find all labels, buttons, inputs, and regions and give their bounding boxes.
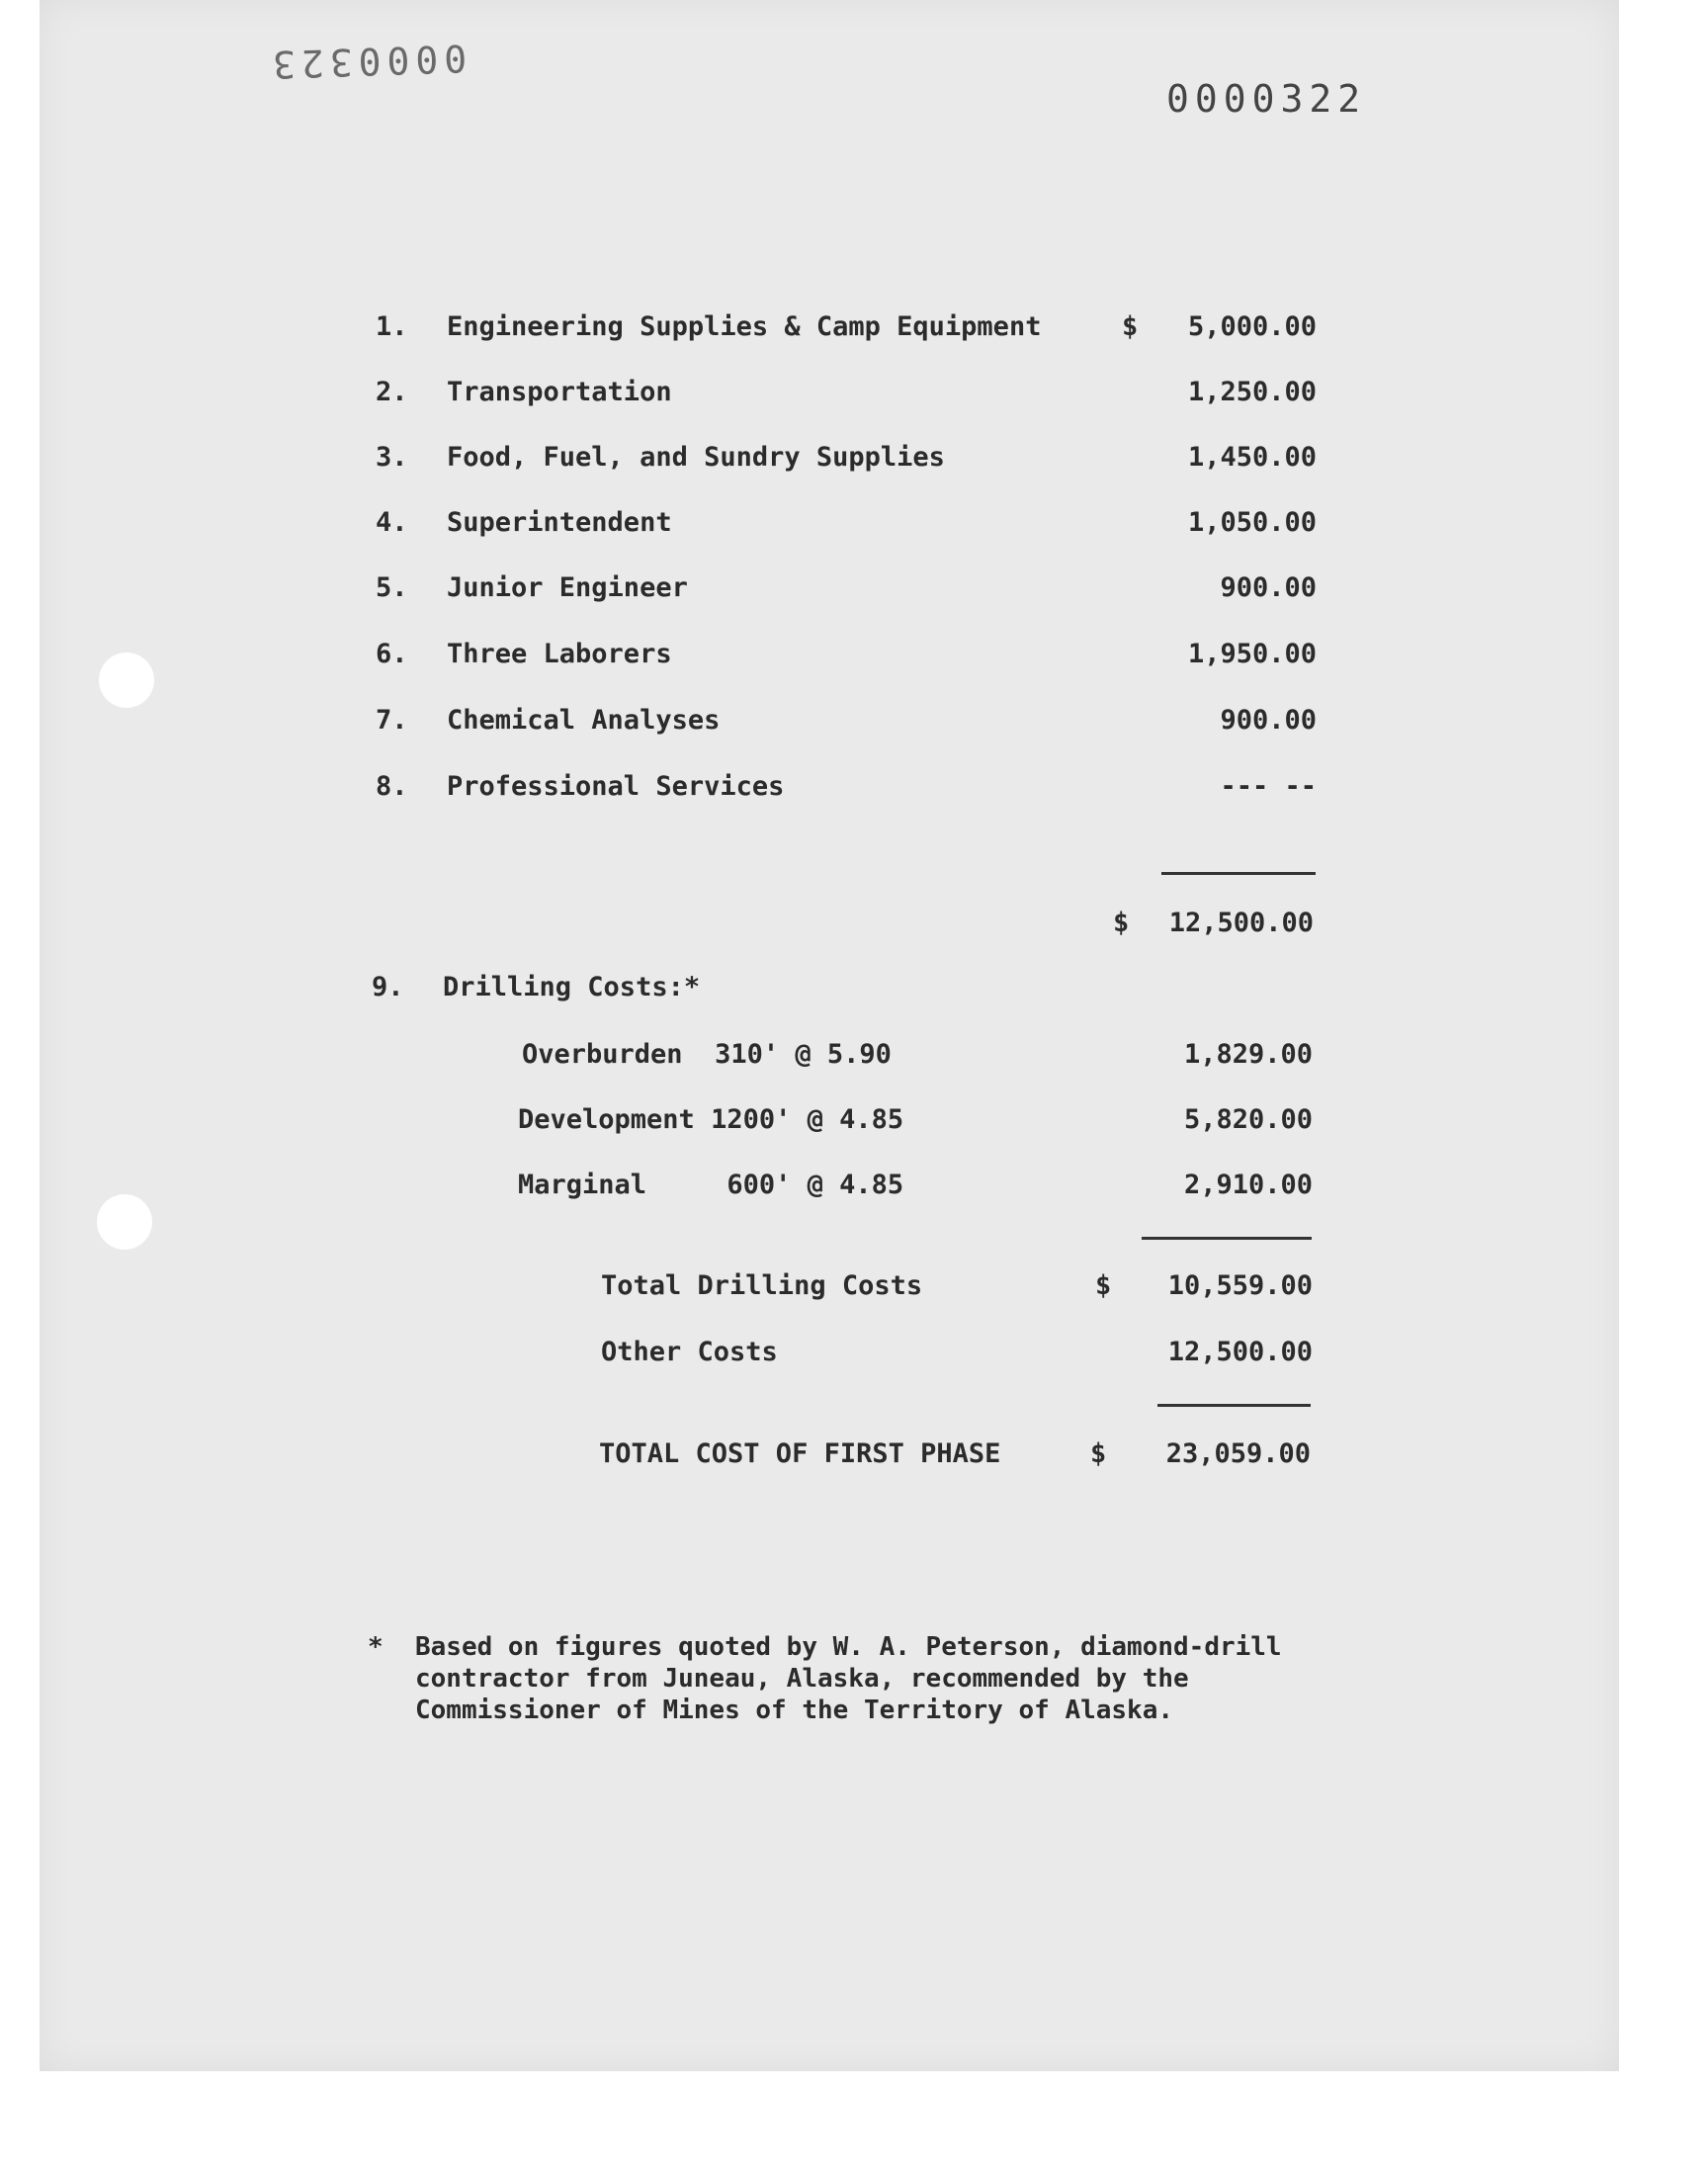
item-amount: 5,000.00 (1187, 311, 1317, 342)
total-label: Total Drilling Costs (601, 1270, 923, 1301)
total-amount: 10,559.00 (1167, 1270, 1313, 1301)
dollar-sign: $ (1122, 311, 1139, 342)
grand-total-label: TOTAL COST OF FIRST PHASE (599, 1438, 1001, 1469)
item-label: Transportation (447, 377, 672, 407)
item-label: Three Laborers (447, 639, 672, 669)
mirrored-bates-stamp: 0000323 (266, 36, 468, 87)
drilling-row-amount: 1,829.00 (1183, 1039, 1313, 1070)
drilling-heading (372, 972, 965, 1007)
dollar-sign: $ (1090, 1438, 1107, 1469)
item-amount: 1,050.00 (1187, 507, 1317, 538)
drilling-row-amount: 5,820.00 (1183, 1104, 1313, 1135)
item-number: 2. (376, 377, 408, 407)
line-item-3 (376, 442, 1324, 478)
item-number: 4. (376, 507, 408, 538)
drilling-label: Drilling Costs:* (443, 972, 701, 1002)
grand-total-rule (1157, 1404, 1311, 1407)
drilling-row-amount: 2,910.00 (1183, 1170, 1313, 1200)
total-amount: 12,500.00 (1167, 1337, 1313, 1367)
footnote-text: Based on figures quoted by W. A. Peterson, diamond-drill contractor from Juneau, Alaska, recommended by the Commissioner of Mines of the Territory of Alaska. (415, 1632, 1282, 1725)
footnote-mark: * (368, 1632, 384, 1662)
item-number: 1. (376, 311, 408, 342)
item-number: 6. (376, 639, 408, 669)
grand-total-amount: 23,059.00 (1165, 1438, 1311, 1469)
line-item-4 (376, 507, 1324, 543)
item-number: 9. (372, 972, 404, 1002)
grand-total-row (599, 1438, 1311, 1474)
drilling-row-overburden (522, 1039, 1321, 1075)
item-label: Chemical Analyses (447, 705, 721, 736)
item-label: Junior Engineer (447, 572, 688, 603)
line-item-7 (376, 705, 1324, 740)
subtotal-row (1107, 908, 1324, 943)
item-number: 5. (376, 572, 408, 603)
item-number: 7. (376, 705, 408, 736)
subtotal-amount: 12,500.00 (1168, 908, 1314, 938)
line-item-6 (376, 639, 1324, 674)
item-amount: 1,450.00 (1187, 442, 1317, 473)
other-costs-row (601, 1337, 1313, 1372)
punch-hole-top (99, 652, 154, 708)
item-label: Professional Services (447, 771, 785, 802)
item-label: Superintendent (447, 507, 672, 538)
dollar-sign: $ (1113, 908, 1130, 938)
total-label: Other Costs (601, 1337, 778, 1367)
subtotal-rule (1161, 872, 1316, 875)
drilling-row-label: Development 1200' @ 4.85 (518, 1104, 904, 1135)
drilling-row-label: Marginal 600' @ 4.85 (518, 1170, 904, 1200)
item-amount: 1,250.00 (1187, 377, 1317, 407)
line-item-5 (376, 572, 1324, 608)
item-label: Food, Fuel, and Sundry Supplies (447, 442, 945, 473)
item-amount: 900.00 (1220, 572, 1317, 603)
drilling-row-development (518, 1104, 1321, 1140)
bates-page-number: 0000322 (1166, 77, 1367, 121)
drilling-row-marginal (518, 1170, 1321, 1205)
punch-hole-bottom (97, 1194, 152, 1250)
item-label: Engineering Supplies & Camp Equipment (447, 311, 1042, 342)
drilling-total-rule (1142, 1237, 1312, 1240)
item-amount: 900.00 (1220, 705, 1317, 736)
line-item-2 (376, 377, 1324, 412)
item-amount: 1,950.00 (1187, 639, 1317, 669)
item-amount: --- -- (1220, 771, 1317, 802)
total-drilling-costs-row (601, 1270, 1313, 1306)
dollar-sign: $ (1095, 1270, 1112, 1301)
line-item-8 (376, 771, 1324, 807)
drilling-row-label: Overburden 310' @ 5.90 (522, 1039, 892, 1070)
item-number: 8. (376, 771, 408, 802)
line-item-1 (376, 311, 1324, 347)
item-number: 3. (376, 442, 408, 473)
